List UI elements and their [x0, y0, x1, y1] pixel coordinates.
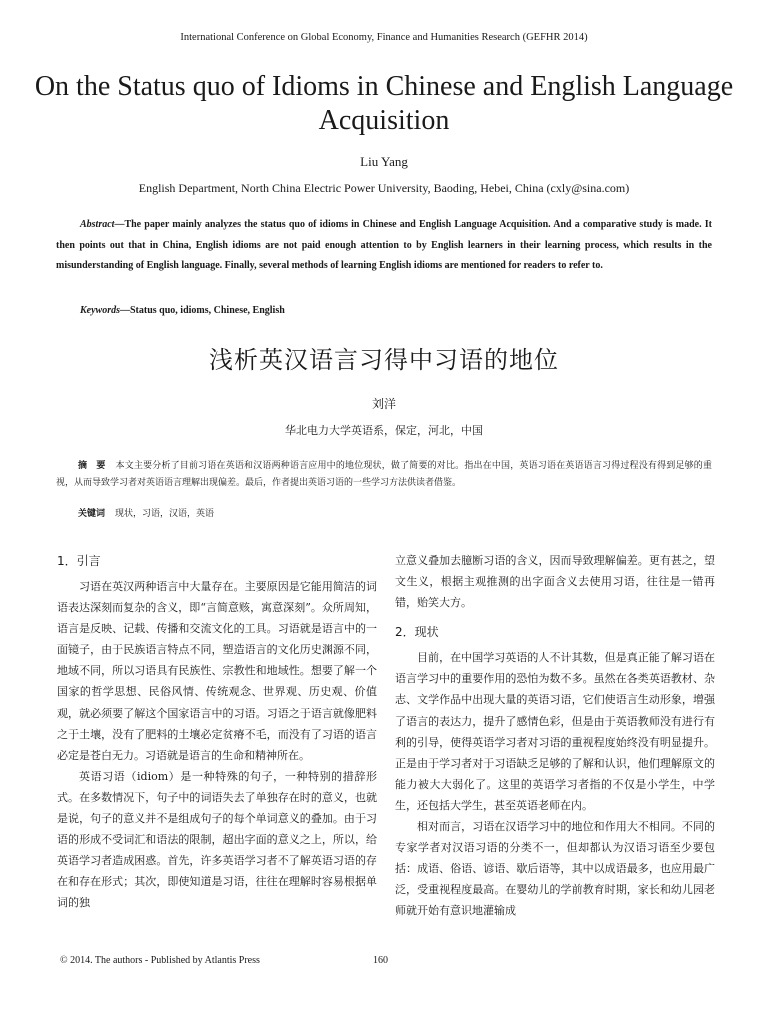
abstract-label-en: Abstract — [80, 219, 115, 230]
section-heading-status: 2．现状 — [395, 625, 439, 640]
abstract-cn — [56, 458, 712, 492]
paper-title-en: On the Status quo of Idioms in Chinese and English Language Acquisition — [34, 71, 734, 136]
page-number: 160 — [373, 955, 388, 966]
footer-copyright: © 2014. The authors - Published by Atlantis Press — [60, 955, 260, 966]
section-heading-intro: 1．引言 — [57, 554, 101, 568]
affiliation-cn: 华北电力大学英语系，保定，河北，中国 — [285, 424, 483, 437]
paragraph: 目前，在中国学习英语的人不计其数，但是真正能了解习语在语言学习中的重要作用的恐怕为数不多。虽然在各类英语教材、杂志、文学作品中出现大量的英语习语，它们使语言生动形象，增强了语言的表达力，提升了感情色彩，但是由于英语教师没有进行有利的引导，使得英语学习者对习语的重视程度始终没有明显提升。正是由于学习者对于习语缺乏足够的了解和认识，他们理解原文的能力被大大弱化了。这里的英语学习者指的不仅是小学生，中学生，还包括大学生，甚至英语老师在内。 — [395, 651, 715, 812]
left-column — [57, 550, 377, 914]
paragraph: 习语在英汉两种语言中大量存在。主要原因是它能用简洁的词语表达深刻而复杂的含义，即“言简意赅，寓意深刻”。众所周知，语言是反映、记载、传播和交流文化的工具。习语就是语言中的一面镜子，由于民族语言特点不同，塑造语言的文化历史渊源不同，地域不同，所以习语具有民族性、宗教性和地域性。想要了解一个国家的哲学思想、民俗风情、传统观念、世界观、历史观、价值观，就必须要了解这个国家语言中的习语。习语之于语言就像肥料之于土壤，没有了肥料的土壤必定贫瘠不毛，而没有了习语的语言必定是苍白无力。习语就是语言的生命和精神所在。 — [57, 580, 377, 762]
affiliation-en: English Department, North China Electric Power University, Baoding, Hebei, China (cxly@sina.com) — [138, 181, 630, 195]
conference-header: International Conference on Global Economy, Finance and Humanities Research (GEFHR 2014) — [180, 32, 588, 43]
author-name-cn: 刘洋 — [371, 397, 396, 411]
abstract-en — [56, 215, 712, 277]
keywords-en — [56, 301, 712, 322]
abstract-text-cn: 本文主要分析了目前习语在英语和汉语两种语言应用中的地位现状，做了简要的对比。指出在中国，英语习语在英语语言习得过程没有得到足够的重视，从而导致学习者对英语语言理解出现偏差。最后，作者提出英语习语的一些学习方法供读者借鉴。 — [56, 461, 712, 488]
keywords-cn — [78, 506, 678, 523]
paper-title-cn: 浅析英汉语言习得中习语的地位 — [209, 346, 559, 374]
keywords-text-cn: 现状，习语，汉语，英语 — [115, 509, 215, 519]
abstract-text-en: —The paper mainly analyzes the status quo of idioms in Chinese and English Language Acquisition. And a comparative study is made. It then points out that in China, English idioms are not paid enough attention to by English learners in their learning process, which results in the misunderstanding of English language. Finally, several methods of learning English idioms are mentioned for readers to refer to. — [56, 219, 712, 271]
paragraph-continuation: 立意义叠加去臆断习语的含义，因而导致理解偏差。更有甚之，望文生义，根据主观推测的出字面含义去使用习语，往往是一错再错，贻笑大方。 — [395, 554, 715, 610]
keywords-label-cn: 关键词 — [78, 509, 106, 519]
keywords-label-en: Keywords — [80, 305, 120, 316]
paragraph: 英语习语（idiom）是一种特殊的句子，一种特别的措辞形式。在多数情况下，句子中的词语失去了单独存在时的意义，也就是说，句子的意义并不是组成句子的每个单词意义的叠加。由于习语的形成不受词汇和语法的限制，超出字面的意义之上，所以，给英语学习者造成困惑。首先，许多英语学习者不了解英语习语的存在和存在形式；其次，即使知道是习语，往往在理解时容易根据单词的独 — [57, 769, 377, 910]
author-name-en: Liu Yang — [360, 154, 408, 169]
right-column — [395, 550, 715, 922]
keywords-text-en: —Status quo, idioms, Chinese, English — [120, 305, 285, 316]
abstract-label-cn: 摘 要 — [78, 461, 106, 471]
paragraph: 相对而言，习语在汉语学习中的地位和作用大不相同。不同的专家学者对汉语习语的分类不一，但却都认为汉语习语至少要包括：成语、俗语、谚语、歇后语等，其中以成语最多，也应用最广泛，受重视程度最高。在婴幼儿的学前教育时期，家长和幼儿园老师就开始有意识地灌输成 — [395, 820, 715, 918]
